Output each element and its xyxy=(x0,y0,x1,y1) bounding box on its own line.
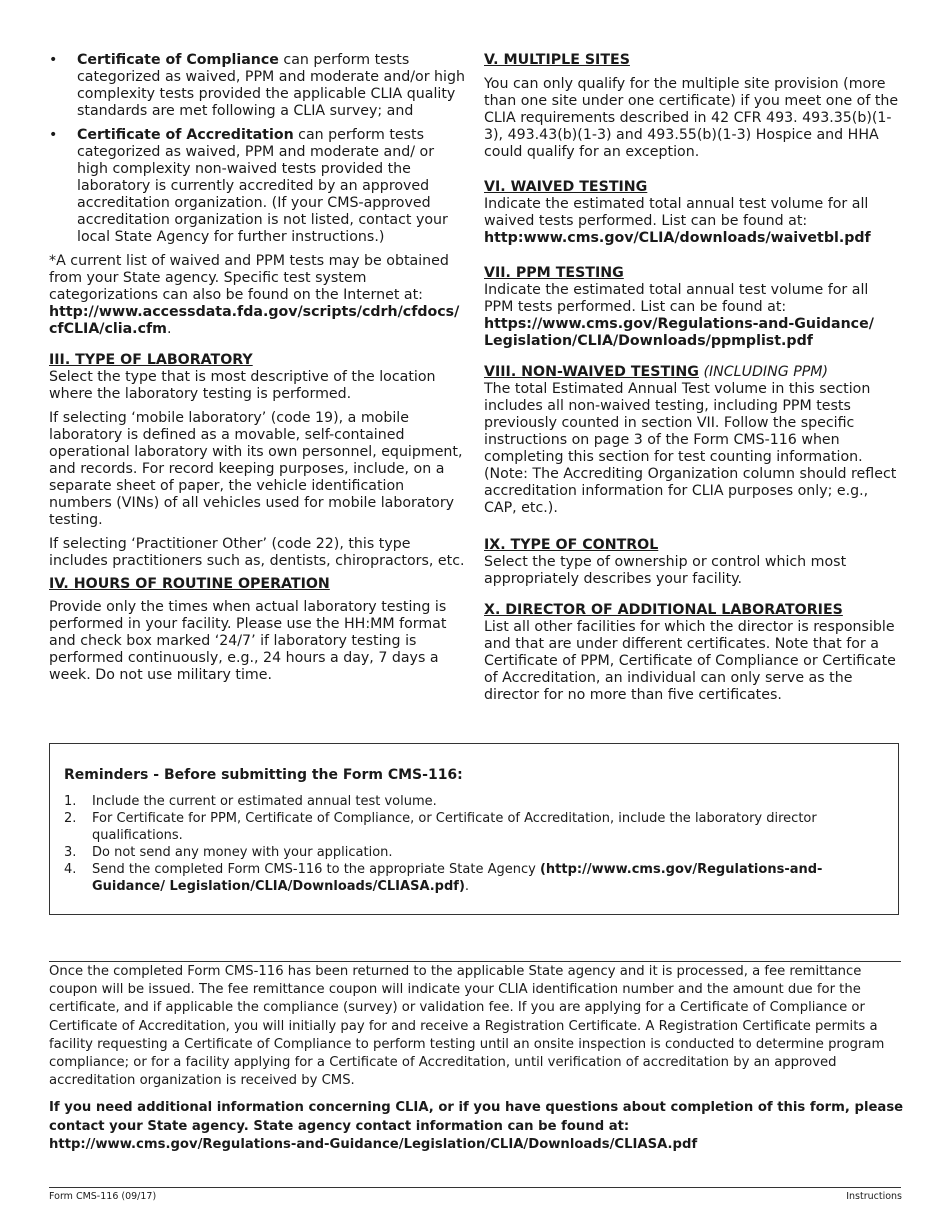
ppm-list-link[interactable]: https://www.cms.gov/Regulations-and-Guidance/ Legislation/CLIA/Downloads/ppmplist.pdf xyxy=(484,316,874,349)
bullet-text: can perform tests categorized as waived, PPM and moderate and/ or high complexity non-waived tests provided the laboratory is currently accredited by an approved accreditation organization. (If your CMS-approved accreditation organization is not listed, contact your local State Agency for further instructions.) xyxy=(77,127,448,245)
list-item xyxy=(64,844,884,861)
cliasa-link[interactable]: (http://www.cms.gov/Regulations-and-Guidance/ Legislation/CLIA/Downloads/CLIASA.pdf) xyxy=(92,862,823,894)
item-text: Do not send any money with your application. xyxy=(92,845,393,860)
waived-list-note xyxy=(49,253,469,338)
section-3-title: III. TYPE OF LABORATORY xyxy=(49,352,253,368)
fee-section xyxy=(49,963,905,1154)
section-5-title: V. MULTIPLE SITES xyxy=(484,52,630,68)
section-6-paragraph: Indicate the estimated total annual test volume for all waived tests performed. List can be found at: xyxy=(484,196,869,229)
footer-divider xyxy=(49,1187,901,1188)
section-8-title xyxy=(484,364,902,381)
form-id: Form CMS-116 (09/17) xyxy=(49,1191,157,1202)
item-number: 4. xyxy=(64,862,77,877)
section-9-title: IX. TYPE OF CONTROL xyxy=(484,537,659,553)
item-text: For Certificate for PPM, Certificate of Compliance, or Certificate of Accreditation, include the laboratory director qualifications. xyxy=(92,811,817,843)
left-column xyxy=(49,52,469,684)
section-8-title-italic: (INCLUDING PPM) xyxy=(698,364,829,380)
item-number: 3. xyxy=(64,845,77,860)
footer-label: Instructions xyxy=(846,1191,902,1202)
list-item xyxy=(64,861,884,895)
item-text: Include the current or estimated annual test volume. xyxy=(92,794,437,809)
section-3-paragraph-2: If selecting ‘mobile laboratory’ (code 19), a mobile laboratory is defined as a movable, self-contained operational laboratory with its own personnel, equipment, and records. For record keeping purposes, include, on a separate sheet of paper, the vehicle identification numbers (VINs) of all vehicles used for mobile laboratory testing. xyxy=(49,410,463,528)
bullet-dot: • xyxy=(49,127,58,143)
list-item xyxy=(64,810,884,844)
bullet-compliance xyxy=(49,52,469,120)
section-7-paragraph: Indicate the estimated total annual test volume for all PPM tests performed. List can be found at: xyxy=(484,282,869,315)
contact-link[interactable]: http://www.cms.gov/Regulations-and-Guidance/Legislation/CLIA/Downloads/CLIASA.pdf xyxy=(49,1136,698,1152)
section-8-title-main: VIII. NON-WAIVED TESTING xyxy=(484,364,699,380)
reminders-title: Reminders - Before submitting the Form CMS-116: xyxy=(64,767,463,783)
contact-text: If you need additional information concerning CLIA, or if you have questions about completion of this form, please contact your State agency. State agency contact information can be found at: xyxy=(49,1100,904,1134)
section-3-paragraph-1: Select the type that is most descriptive of the location where the laboratory testing is performed. xyxy=(49,369,436,402)
contact-paragraph xyxy=(49,1099,905,1154)
item-number: 2. xyxy=(64,811,77,826)
bullet-accreditation xyxy=(49,127,469,246)
bullet-dot: • xyxy=(49,52,58,68)
right-column xyxy=(484,52,902,704)
fee-paragraph: Once the completed Form CMS-116 has been returned to the applicable State agency and it is processed, a fee remittance coupon will be issued. The fee remittance coupon will indicate your CLIA identification number and the amount due for the certificate, and if applicable the compliance (survey) or validation fee. If you are applying for a Certificate of Compliance or Certificate of Accreditation, you will initially pay for and receive a Registration Certificate. A Registration Certificate permits a facility requesting a Certificate of Compliance to perform testing until an onsite inspection is conducted to determine program compliance; or for a facility applying for a Certificate of Accreditation, until verification of accreditation by an approved accreditation organization is received by CMS. xyxy=(49,964,885,1089)
note-end: . xyxy=(166,321,172,337)
section-10-paragraph: List all other facilities for which the director is responsible and that are under different certificates. Note that for a Certificate of PPM, Certificate of Compliance or Certificate of Accreditation, an individual can only serve as the director for no more than five certificates. xyxy=(484,619,896,703)
note-text: *A current list of waived and PPM tests may be obtained from your State agency. Specific test system categorizations can also be found on the Internet at: xyxy=(49,253,449,303)
reminders-box xyxy=(49,743,899,915)
item-number: 1. xyxy=(64,794,77,809)
section-6-title: VI. WAIVED TESTING xyxy=(484,179,648,195)
fee-divider xyxy=(49,961,901,962)
list-item xyxy=(64,793,884,810)
waived-tests-link[interactable]: http:www.cms.gov/CLIA/downloads/waivetbl.pdf xyxy=(484,230,871,246)
reminders-list xyxy=(64,793,884,895)
section-4-paragraph: Provide only the times when actual laboratory testing is performed in your facility. Please use the HH:MM format and check box marked ‘24/7’ if laboratory testing is performed continuously, e.g., 24 hours a day, 7 days a week. Do not use military time. xyxy=(49,599,447,683)
bullet-text: can perform tests categorized as waived, PPM and moderate and/or high complexity tests provided the applicable CLIA quality standards are met following a CLIA survey; and xyxy=(77,52,465,119)
bullet-bold: Certificate of Accreditation xyxy=(77,127,294,143)
section-8-paragraph: The total Estimated Annual Test volume in this section includes all non-waived testing, including PPM tests previously counted in section VII. Follow the specific instructions on page 3 of the Form CMS-116 when completing this section for test counting information. (Note: The Accrediting Organization column should reflect accreditation information for CLIA purposes only; e.g., CAP, etc.). xyxy=(484,381,897,516)
section-4-title: IV. HOURS OF ROUTINE OPERATION xyxy=(49,576,330,592)
section-7-title: VII. PPM TESTING xyxy=(484,265,624,281)
fda-link[interactable]: http://www.accessdata.fda.gov/scripts/cdrh/cfdocs/ cfCLIA/clia.cfm xyxy=(49,304,460,337)
bullet-bold: Certificate of Compliance xyxy=(77,52,279,68)
item-end: . xyxy=(464,879,470,894)
item-text: Send the completed Form CMS-116 to the appropriate State Agency xyxy=(92,862,540,877)
section-3-paragraph-3: If selecting ‘Practitioner Other’ (code 22), this type includes practitioners such as, dentists, chiropractors, etc. xyxy=(49,536,465,569)
section-5-paragraph: You can only qualify for the multiple site provision (more than one site under one certificate) if you meet one of the CLIA requirements described in 42 CFR 493. 493.35(b)(1-3), 493.43(b)(1-3) and 493.55(b)(1-3) Hospice and HHA could qualify for an exception. xyxy=(484,76,899,160)
section-10-title: X. DIRECTOR OF ADDITIONAL LABORATORIES xyxy=(484,602,843,618)
section-9-paragraph: Select the type of ownership or control which most appropriately describes your facility. xyxy=(484,554,847,587)
